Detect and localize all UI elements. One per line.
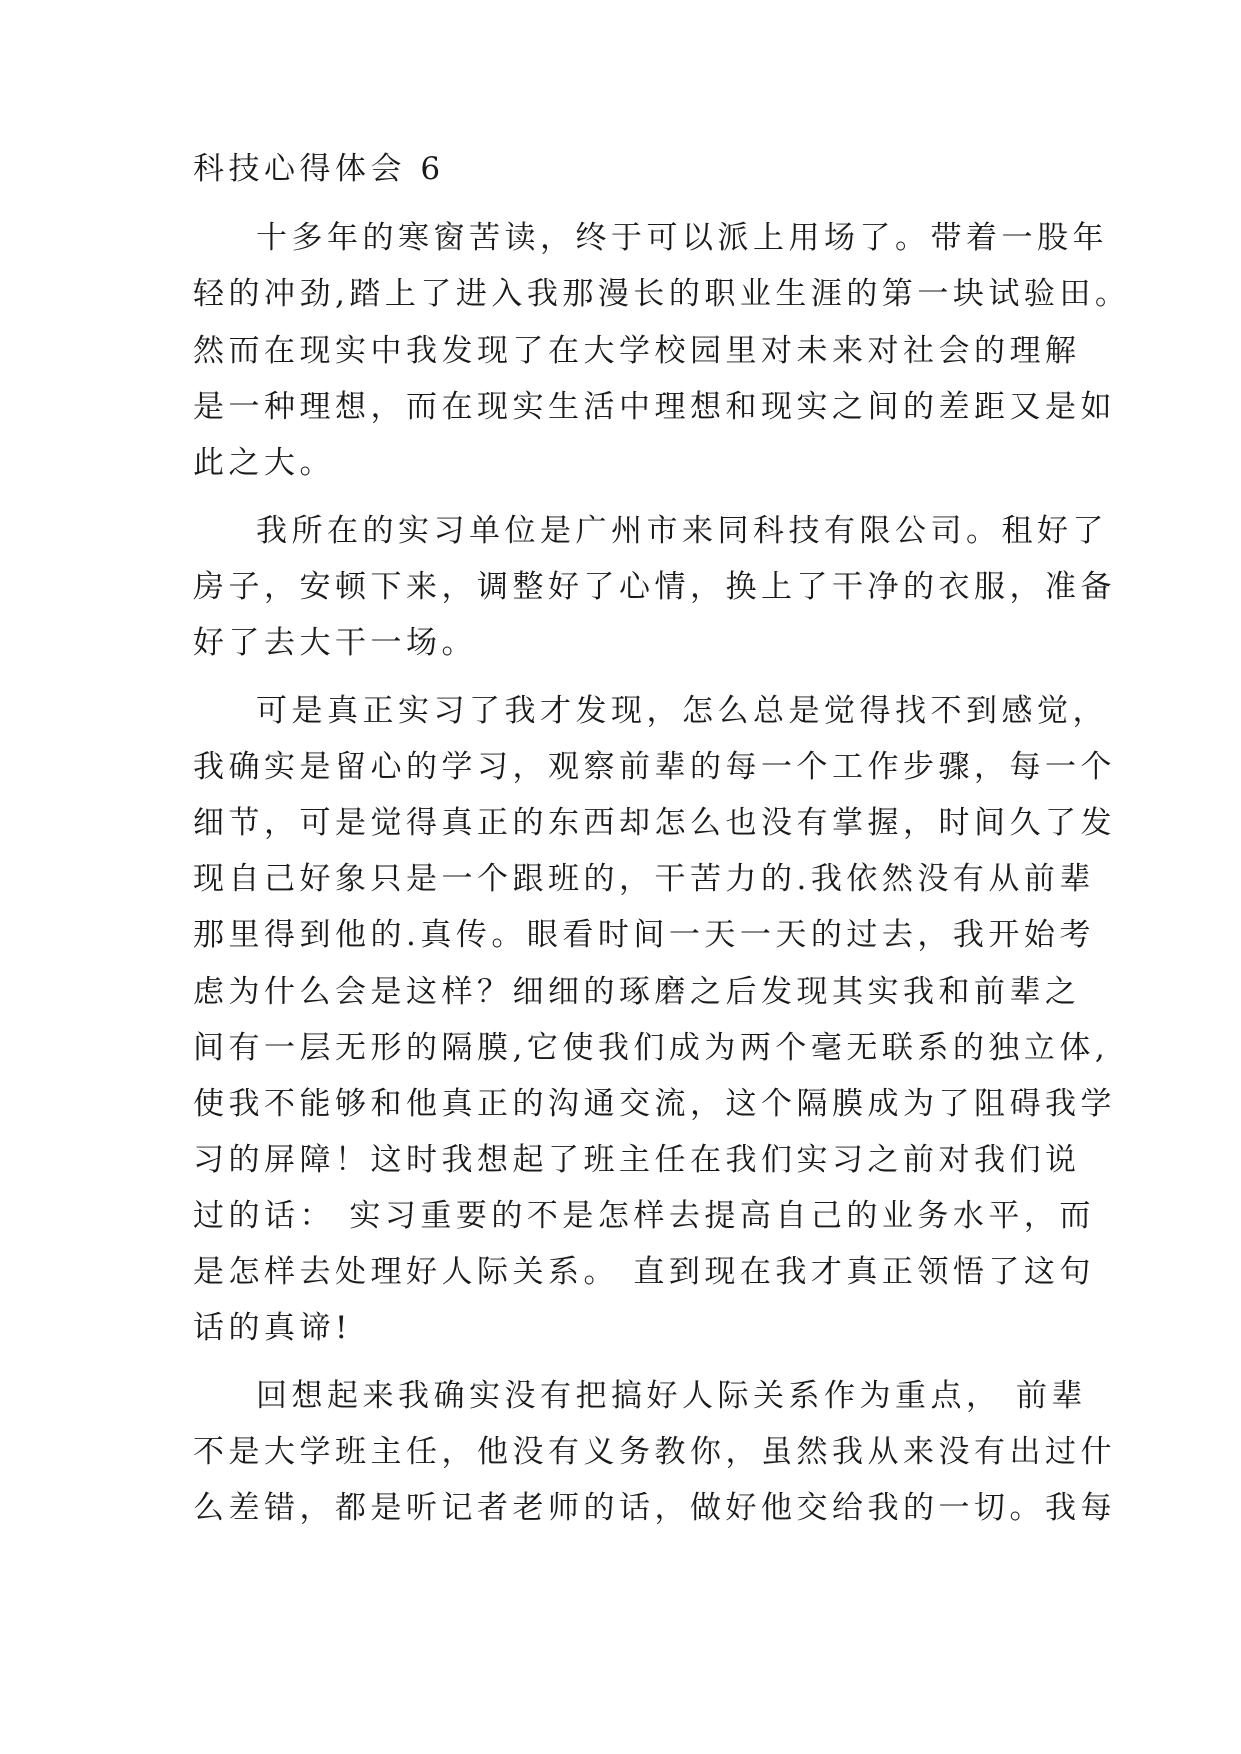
paragraph-4-line-2: 不是大学班主任，他没有义务教你，虽然我从来没有出过什	[193, 1434, 1116, 1470]
paragraph-2-line-2: 房子，安顿下来，调整好了心情，换上了干净的衣服，准备	[193, 569, 1116, 605]
paragraph-2-line-3: 好了去大干一场。	[193, 625, 477, 661]
paragraph-3-line-10: 过的话： 实习重要的不是怎样去提高自己的业务水平，而	[193, 1198, 1095, 1234]
paragraph-4-line-3: 么差错，都是听记者老师的话，做好他交给我的一切。我每	[193, 1490, 1116, 1526]
paragraph-3-line-7: 间有一层无形的隔膜,它使我们成为两个毫无联系的独立体,	[193, 1030, 1110, 1066]
paragraph-1-line-4: 是一种理想，而在现实生活中理想和现实之间的差距又是如	[193, 389, 1116, 425]
paragraph-3-line-11: 是怎样去处理好人际关系。 直到现在我才真正领悟了这句	[193, 1254, 1095, 1290]
paragraph-1-line-2: 轻的冲劲,踏上了进入我那漫长的职业生涯的第一块试验田。	[193, 276, 1131, 312]
paragraph-3-line-6: 虑为什么会是这样？细细的琢磨之后发现其实我和前辈之	[193, 974, 1081, 1010]
paragraph-3-line-3: 细节，可是觉得真正的东西却怎么也没有掌握，时间久了发	[193, 805, 1116, 841]
paragraph-3-line-12: 话的真谛!	[193, 1310, 352, 1346]
paragraph-3-line-8: 使我不能够和他真正的沟通交流，这个隔膜成为了阻碍我学	[193, 1086, 1116, 1122]
paragraph-2-line-1: 我所在的实习单位是广州市来同科技有限公司。租好了	[256, 513, 1108, 549]
document-title: 科技心得体会 6	[193, 151, 445, 187]
paragraph-3-line-4: 现自己好象只是一个跟班的，干苦力的.我依然没有从前辈	[193, 861, 1095, 897]
paragraph-4-line-1: 回想起来我确实没有把搞好人际关系作为重点， 前辈	[256, 1378, 1087, 1414]
paragraph-1-line-5: 此之大。	[193, 445, 335, 481]
paragraph-3-line-9: 习的屏障！这时我想起了班主任在我们实习之前对我们说	[193, 1142, 1081, 1178]
paragraph-3-line-1: 可是真正实习了我才发现，怎么总是觉得找不到感觉，	[256, 693, 1108, 729]
paragraph-3-line-2: 我确实是留心的学习，观察前辈的每一个工作步骤，每一个	[193, 749, 1116, 785]
paragraph-1-line-1: 十多年的寒窗苦读，终于可以派上用场了。带着一股年	[256, 220, 1108, 256]
paragraph-3-line-5: 那里得到他的.真传。眼看时间一天一天的过去，我开始考	[193, 917, 1095, 953]
paragraph-1-line-3: 然而在现实中我发现了在大学校园里对未来对社会的理解	[193, 333, 1081, 369]
